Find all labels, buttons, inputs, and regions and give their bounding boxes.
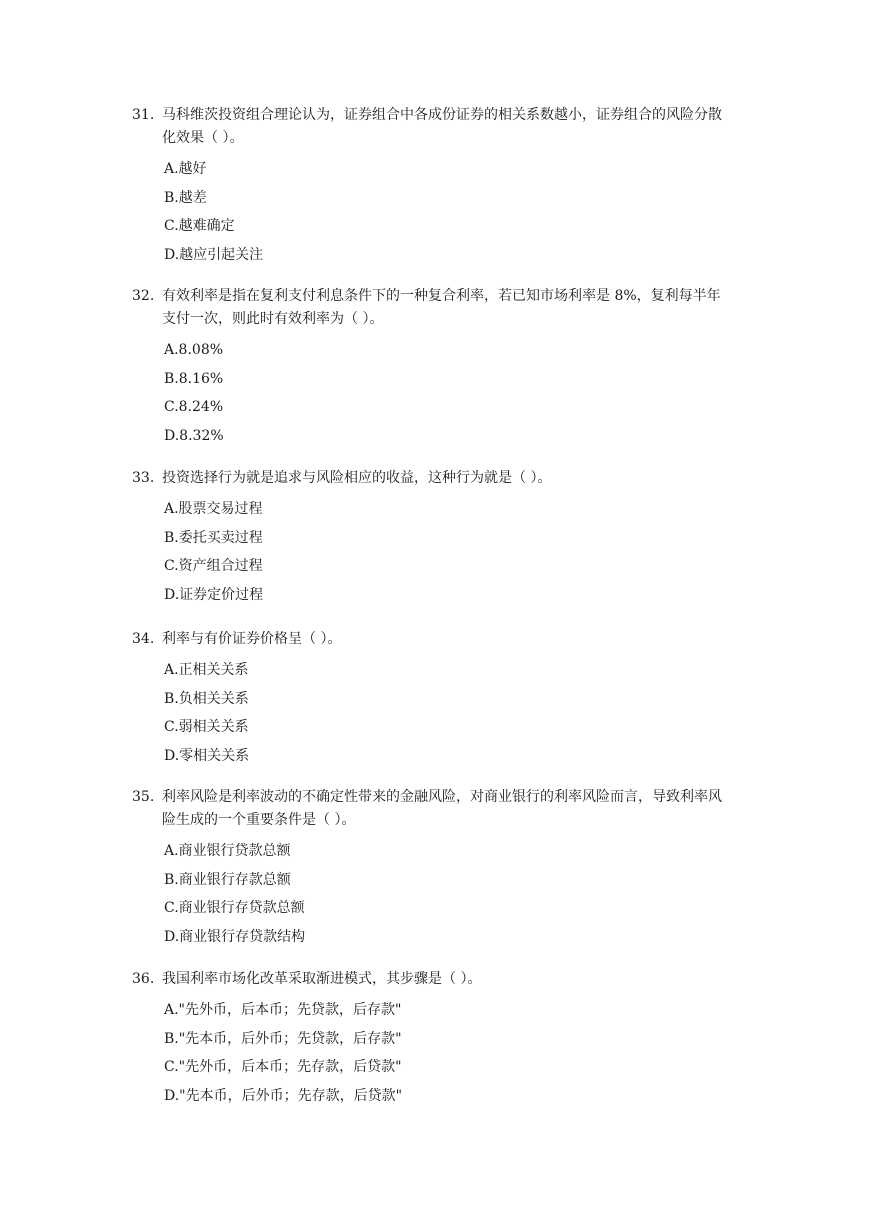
option-d: D.证券定价过程	[164, 586, 264, 603]
question-33	[0, 467, 869, 609]
question-number: 31.	[132, 107, 155, 123]
question-number: 32.	[132, 288, 155, 304]
option-list	[164, 336, 869, 450]
question-stem	[132, 968, 732, 991]
option-b: B.8.16%	[164, 370, 224, 387]
option-b: B.委托买卖过程	[164, 529, 263, 546]
question-number: 33.	[132, 470, 155, 486]
option-c: C.商业银行存贷款总额	[164, 900, 305, 917]
option-d: D.零相关关系	[164, 747, 250, 764]
option-b: B.商业银行存款总额	[164, 871, 291, 888]
option-a: A.正相关关系	[164, 662, 249, 678]
question-number: 34.	[132, 631, 155, 647]
option-d: D.越应引起关注	[164, 246, 264, 263]
question-stem	[132, 786, 732, 832]
option-c: C.弱相关关系	[164, 719, 249, 736]
option-a: A.股票交易过程	[164, 501, 263, 517]
question-stem	[132, 104, 732, 150]
question-text: 我国利率市场化改革采取渐进模式，其步骤是（ ）。	[162, 971, 482, 987]
option-d: D.8.32%	[164, 427, 224, 444]
option-b: B.负相关关系	[164, 690, 249, 707]
question-32	[0, 285, 869, 450]
question-text: 有效利率是指在复利支付利息条件下的一种复合利率，若已知市场利率是 8%，复利每半年支付一次，则此时有效利率为（ ）。	[162, 288, 721, 327]
option-b: B."先本币，后外币；先贷款，后存款"	[164, 1030, 402, 1047]
question-text: 利率与有价证券价格呈（ ）。	[162, 631, 342, 647]
option-d: D."先本币，后外币；先存款，后贷款"	[164, 1087, 403, 1104]
question-number: 36.	[132, 971, 155, 987]
option-c: C.资产组合过程	[164, 558, 263, 575]
option-c: C.8.24%	[164, 399, 224, 416]
option-a: A."先外币，后本币；先贷款，后存款"	[164, 1002, 402, 1018]
option-list	[164, 996, 869, 1110]
option-a: A.8.08%	[164, 342, 224, 358]
question-stem	[132, 285, 732, 331]
option-a: A.商业银行贷款总额	[164, 843, 291, 859]
option-list	[164, 155, 869, 269]
option-c: C.越难确定	[164, 218, 235, 235]
question-stem	[132, 467, 732, 490]
option-a: A.越好	[164, 161, 207, 177]
option-b: B.越差	[164, 189, 207, 206]
question-36	[0, 968, 869, 1110]
question-35	[0, 786, 869, 951]
option-list	[164, 495, 869, 609]
option-list	[164, 837, 869, 951]
question-number: 35.	[132, 789, 155, 805]
option-c: C."先外币，后本币；先存款，后贷款"	[164, 1059, 402, 1076]
question-stem	[132, 628, 732, 651]
question-text: 利率风险是利率波动的不确定性带来的金融风险，对商业银行的利率风险而言，导致利率风险生成的一个重要条件是（ ）。	[162, 789, 722, 828]
option-list	[164, 656, 869, 770]
question-34	[0, 628, 869, 770]
question-text: 投资选择行为就是追求与风险相应的收益，这种行为就是（ ）。	[162, 470, 552, 486]
option-d: D.商业银行存贷款结构	[164, 928, 306, 945]
question-text: 马科维茨投资组合理论认为，证券组合中各成份证券的相关系数越小，证券组合的风险分散化效果（ ）。	[162, 107, 722, 146]
question-31	[0, 104, 869, 269]
